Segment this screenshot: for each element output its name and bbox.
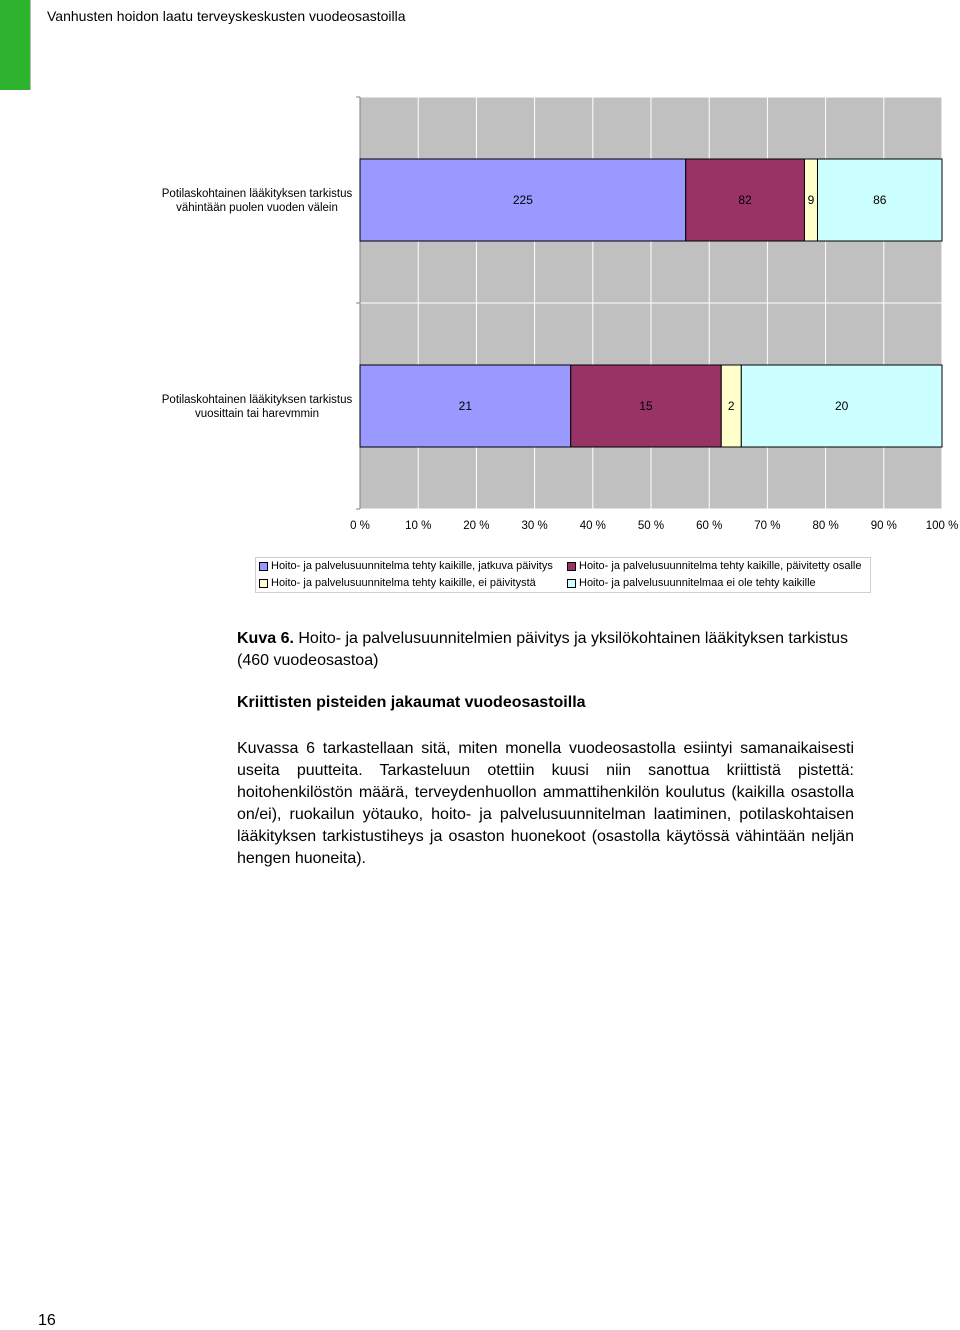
legend-swatch-0 bbox=[259, 562, 268, 571]
legend-swatch-3 bbox=[567, 579, 576, 588]
category-label: vuosittain tai harevmmin bbox=[195, 408, 319, 420]
data-label: 9 bbox=[807, 193, 815, 207]
caption-label: Kuva 6. bbox=[237, 630, 294, 647]
x-tick-label: 60 % bbox=[696, 520, 723, 532]
legend-swatch-1 bbox=[567, 562, 576, 571]
x-tick-label: 10 % bbox=[405, 520, 432, 532]
legend-item-1 bbox=[567, 560, 861, 572]
data-label: 15 bbox=[639, 399, 653, 413]
chart-legend bbox=[255, 557, 871, 593]
category-label: Potilaskohtainen lääkityksen tarkistus bbox=[161, 394, 353, 406]
data-label: 86 bbox=[873, 193, 887, 207]
legend-item-3 bbox=[567, 577, 816, 589]
body-paragraph: Kuvassa 6 tarkastellaan sitä, miten monella vuodeosastolla esiintyi samanaikaisesti useita puutteita. Tarkasteluun otettiin kuusi niin sanottua kriittistä pistettä: hoitohenkilöstön määrä, terveydenhuollon ammattihenkilön koulutus (kaikilla osastolla on/ei), ruokailun yötauko, hoito- ja palvelusuunnitelman laatiminen, potilaskohtaisen lääkityksen tarkistustiheys ja osaston huonekoot (osastolla käytössä vähintään neljän hengen huoneita). bbox=[237, 740, 854, 867]
data-label: 20 bbox=[834, 399, 849, 413]
legend-label-3: Hoito- ja palvelusuunnitelmaa ei ole tehty kaikille bbox=[579, 577, 816, 589]
x-tick-label: 30 % bbox=[521, 520, 548, 532]
x-tick-label: 40 % bbox=[579, 520, 606, 532]
page-number: 16 bbox=[38, 1312, 56, 1329]
figure-caption bbox=[237, 628, 857, 672]
legend-swatch-2 bbox=[259, 579, 268, 588]
data-label: 2 bbox=[727, 399, 735, 413]
x-tick-label: 100 % bbox=[925, 520, 959, 532]
x-tick-label: 20 % bbox=[463, 520, 490, 532]
data-label: 21 bbox=[458, 399, 473, 413]
legend-item-2 bbox=[259, 577, 536, 589]
x-tick-label: 80 % bbox=[812, 520, 839, 532]
running-header: Vanhusten hoidon laatu terveyskeskusten vuodeosastoilla bbox=[47, 8, 406, 24]
category-label: Potilaskohtainen lääkityksen tarkistus bbox=[161, 188, 353, 200]
x-tick-label: 90 % bbox=[870, 520, 897, 532]
stacked-bar-chart bbox=[0, 0, 960, 600]
legend-item-0 bbox=[259, 560, 553, 572]
section-heading: Kriittisten pisteiden jakaumat vuodeosastoilla bbox=[237, 694, 586, 711]
x-tick-label: 0 % bbox=[350, 520, 370, 532]
x-tick-label: 50 % bbox=[637, 520, 665, 532]
caption-text: Hoito- ja palvelusuunnitelmien päivitys ja yksilökohtainen lääkityksen tarkistus (460 vuodeosastoa) bbox=[237, 630, 848, 669]
legend-label-0: Hoito- ja palvelusuunnitelma tehty kaikille, jatkuva päivitys bbox=[271, 560, 553, 572]
data-label: 82 bbox=[738, 193, 752, 207]
x-tick-label: 70 % bbox=[754, 520, 781, 532]
legend-label-1: Hoito- ja palvelusuunnitelma tehty kaikille, päivitetty osalle bbox=[579, 560, 862, 572]
legend-label-2: Hoito- ja palvelusuunnitelma tehty kaikille, ei päivitystä bbox=[271, 577, 536, 589]
category-label: vähintään puolen vuoden välein bbox=[176, 202, 338, 214]
data-label: 225 bbox=[512, 193, 533, 207]
